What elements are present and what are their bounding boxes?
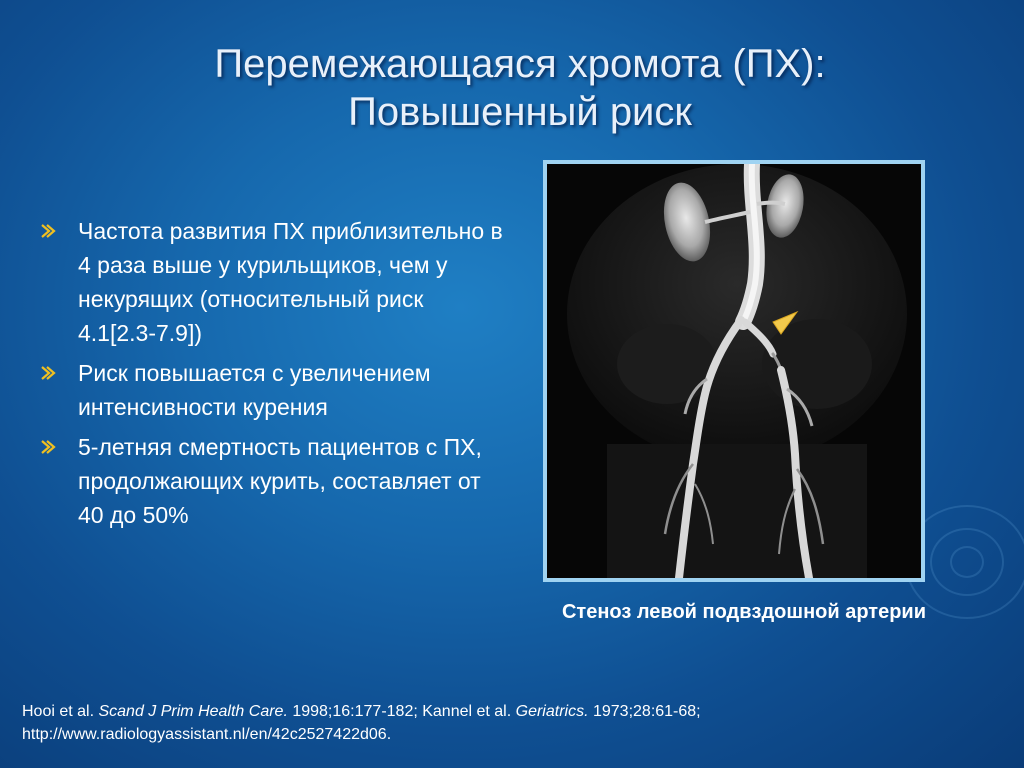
reference-part-3: 1973;28:61-68; [588,703,701,720]
slide-title-line-2: Повышенный риск [348,90,692,134]
background-ripple [950,546,984,578]
bullet-text: Частота развития ПХ приблизительно в 4 раза выше у курильщиков, чем у некурящих (относительный риск 4.1[2.3-7.9]) [78,218,503,346]
angiography-image [543,160,925,582]
arrow-bullet-icon [40,223,56,239]
reference-part-1: Hooi et al. [22,703,99,720]
slide-title-line-1: Перемежающаяся хромота (ПХ): [214,42,826,86]
figure-caption: Стеноз левой подвздошной артерии [561,601,927,623]
bullet-text: 5-летняя смертность пациентов с ПХ, продолжающих курить, составляет от 40 до 50% [78,434,482,528]
bullet-item [36,356,506,424]
bullet-list [36,214,506,538]
bullet-item [36,214,506,350]
reference-journal-1: Scand J Prim Health Care. [98,703,288,720]
arrow-bullet-icon [40,439,56,455]
reference-url: http://www.radiologyassistant.nl/en/42c2527422d06. [22,726,392,743]
arrow-bullet-icon [40,365,56,381]
reference-text [22,700,982,746]
angiography-illustration [547,164,921,578]
reference-part-2: 1998;16:177-182; Kannel et al. [287,703,516,720]
background-ripple [930,528,1004,596]
bullet-item [36,430,506,532]
bullet-text: Риск повышается с увеличением интенсивности курения [78,360,431,420]
reference-journal-2: Geriatrics. [515,703,589,720]
slide-title [110,40,930,136]
